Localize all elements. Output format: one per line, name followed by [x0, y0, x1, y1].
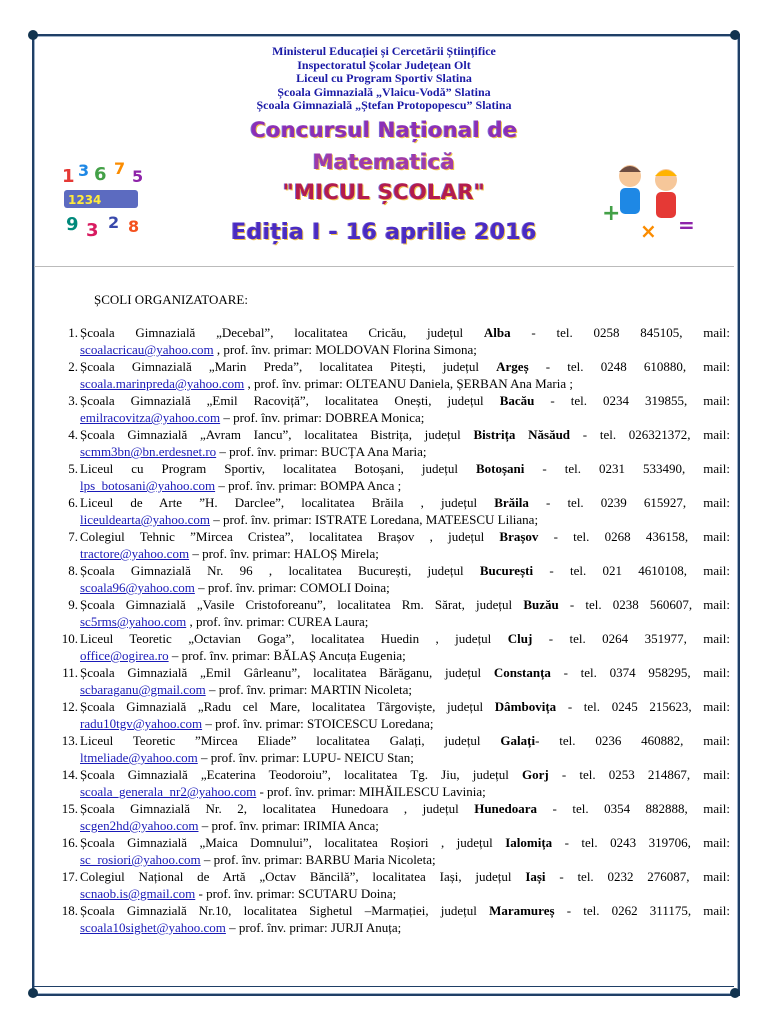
list-item [50, 664, 730, 698]
county-name: Dâmbovița [494, 699, 557, 714]
email-link[interactable]: ltmeliade@yahoo.com [80, 750, 198, 765]
county-name: Maramureș [489, 903, 555, 918]
item-number: 18. [61, 903, 78, 918]
email-link[interactable]: scgen2hd@yahoo.com [80, 818, 199, 833]
school-line: Școala Gimnazială „Decebal”, localitatea Cricău, județul Alba - tel. 0258 845105, mail: [80, 325, 730, 340]
county-name: București [479, 563, 534, 578]
contest-title-line2: Matematică [312, 150, 456, 174]
contact-line: scnaob.is@gmail.com - prof. înv. primar: SCUTARU Doina; [80, 886, 397, 901]
list-item [50, 868, 730, 902]
email-link[interactable]: emilracovitza@yahoo.com [80, 410, 221, 425]
item-number: 2. [68, 359, 78, 374]
list-item [50, 494, 730, 528]
contact-line: ltmeliade@yahoo.com – prof. înv. primar: LUPU- NEICU Stan; [80, 750, 414, 765]
item-number: 4. [68, 427, 78, 442]
header-separator [34, 266, 734, 267]
list-item [50, 698, 730, 732]
item-number: 8. [68, 563, 78, 578]
contact-line: tractore@yahoo.com – prof. înv. primar: HALOȘ Mirela; [80, 546, 379, 561]
list-item [50, 392, 730, 426]
contest-title-line3: "MICUL ȘCOLAR" [282, 180, 486, 204]
contact-line: emilracovitza@yahoo.com – prof. înv. primar: DOBREA Monica; [80, 410, 425, 425]
corner-ornament [28, 30, 38, 40]
list-item [50, 528, 730, 562]
section-title: ȘCOLI ORGANIZATOARE: [94, 292, 248, 307]
contact-line: lps_botosani@yahoo.com – prof. înv. primar: BOMPA Anca ; [80, 478, 402, 493]
contact-line: liceuldearta@yahoo.com – prof. înv. primar: ISTRATE Loredana, MATEESCU Liliana; [80, 512, 539, 527]
contact-line: office@ogirea.ro – prof. înv. primar: BĂLAȘ Ancuța Eugenia; [80, 648, 406, 663]
footer-border-line [34, 986, 734, 987]
email-link[interactable]: scoala10sighet@yahoo.com [80, 920, 226, 935]
svg-text:8: 8 [128, 217, 140, 236]
contact-line: scoala.marinpreda@yahoo.com , prof. înv. primar: OLTEANU Daniela, ȘERBAN Ana Maria ; [80, 376, 573, 391]
item-number: 3. [68, 393, 78, 408]
email-link[interactable]: tractore@yahoo.com [80, 546, 190, 561]
children-math-icon [600, 158, 696, 244]
county-name: Brăila [494, 495, 529, 510]
contact-line: radu10tgv@yahoo.com – prof. înv. primar: STOICESCU Loredana; [80, 716, 434, 731]
county-name: Constanța [493, 665, 551, 680]
contact-line: scoalacricau@yahoo.com , prof. înv. primar: MOLDOVAN Florina Simona; [80, 342, 477, 357]
county-name: Botoșani [476, 461, 525, 476]
school-line: Școala Gimnazială Nr. 96 , localitatea București, județul București - tel. 021 4610108, mail: [80, 563, 730, 578]
item-number: 13. [61, 733, 78, 748]
school-line: Școala Gimnazială Nr.10, localitatea Sighetul –Marmației, județul Maramureș - tel. 0262 311175, mail: [80, 903, 730, 918]
school-line: Școala Gimnazială „Vasile Cristoforeanu”, localitatea Rm. Sărat, județul Buzău - tel. 0238 560607, mail: [80, 597, 730, 612]
header-institutions [0, 45, 768, 113]
county-name: Brașov [499, 529, 539, 544]
email-link[interactable]: office@ogirea.ro [80, 648, 169, 663]
corner-ornament [730, 988, 740, 998]
contest-title-line1: Concursul Național de [250, 118, 518, 142]
list-item [50, 766, 730, 800]
list-item [50, 596, 730, 630]
email-link[interactable]: scnaob.is@gmail.com [80, 886, 196, 901]
email-link[interactable]: scoala.marinpreda@yahoo.com [80, 376, 245, 391]
contact-line: sc5rms@yahoo.com , prof. înv. primar: CUREA Laura; [80, 614, 369, 629]
svg-text:3: 3 [78, 161, 90, 180]
email-link[interactable]: scmm3bn@bn.erdesnet.ro [80, 444, 217, 459]
email-link[interactable]: scbaraganu@gmail.com [80, 682, 206, 697]
county-name: Hunedoara [474, 801, 538, 816]
email-link[interactable]: lps_botosani@yahoo.com [80, 478, 216, 493]
list-item [50, 460, 730, 494]
county-name: Argeș [496, 359, 529, 374]
county-name: Cluj [507, 631, 533, 646]
county-name: Bacău [499, 393, 535, 408]
email-link[interactable]: scoala_generala_nr2@yahoo.com [80, 784, 257, 799]
item-number: 5. [68, 461, 78, 476]
email-link[interactable]: radu10tgv@yahoo.com [80, 716, 203, 731]
item-number: 16. [61, 835, 78, 850]
list-item [50, 800, 730, 834]
corner-ornament [28, 988, 38, 998]
item-number: 6. [68, 495, 78, 510]
list-item [50, 358, 730, 392]
schools-list [50, 324, 730, 936]
email-link[interactable]: scoalacricau@yahoo.com [80, 342, 214, 357]
county-name: Ialomița [505, 835, 553, 850]
list-item [50, 834, 730, 868]
county-name: Iași [525, 869, 546, 884]
list-item [50, 732, 730, 766]
contact-line: scoala96@yahoo.com – prof. înv. primar: COMOLI Doina; [80, 580, 390, 595]
county-name: Alba [483, 325, 511, 340]
contact-line: sc_rosiori@yahoo.com – prof. înv. primar: BARBU Maria Nicoleta; [80, 852, 436, 867]
county-name: Buzău [523, 597, 559, 612]
contact-line: scmm3bn@bn.erdesnet.ro – prof. înv. primar: BUCȚA Ana Maria; [80, 444, 427, 459]
colorful-numbers-icon [58, 160, 150, 246]
school-line: Liceul Teoretic „Octavian Goga”, localitatea Huedin , județul Cluj - tel. 0264 351977, mail: [80, 631, 730, 646]
svg-text:6: 6 [94, 164, 107, 185]
list-item [50, 630, 730, 664]
item-number: 15. [61, 801, 78, 816]
email-link[interactable]: liceuldearta@yahoo.com [80, 512, 210, 527]
contest-edition-date: Ediția I - 16 aprilie 2016 [231, 220, 537, 245]
school-line: Colegiul Național de Artă „Octav Băncilă”, localitatea Iași, județul Iași - tel. 0232 276087, mail: [80, 869, 730, 884]
item-number: 7. [68, 529, 78, 544]
contact-line: scoala10sighet@yahoo.com – prof. înv. primar: JURJI Anuța; [80, 920, 402, 935]
item-number: 14. [61, 767, 78, 782]
county-name: Gorj [522, 767, 549, 782]
list-item [50, 902, 730, 936]
school-line: Școala Gimnazială „Emil Racoviță”, localitatea Onești, județul Bacău - tel. 0234 319855, mail: [80, 393, 730, 408]
item-number: 10. [61, 631, 78, 646]
svg-text:5: 5 [132, 167, 144, 186]
list-item [50, 426, 730, 460]
svg-text:1: 1 [62, 166, 75, 187]
county-name: Galați [500, 733, 536, 748]
list-item [50, 324, 730, 358]
school-line: Școala Gimnazială „Ecaterina Teodoroiu”, localitatea Tg. Jiu, județul Gorj - tel. 0253 214867, mail: [80, 767, 730, 782]
school-line: Școala Gimnazială Nr. 2, localitatea Hunedoara , județul Hunedoara - tel. 0354 882888, mail: [80, 801, 730, 816]
school-line: Școala Gimnazială „Avram Iancu”, localitatea Bistrița, județul Bistrița Năsăud - tel. 026321372, mail: [80, 427, 730, 442]
svg-text:+: + [602, 201, 621, 226]
item-number: 11. [62, 665, 78, 680]
institution-line: Ministerul Educației și Cercetării Științifice [272, 44, 496, 58]
school-line: Școala Gimnazială „Maica Domnului”, localitatea Roșiori , județul Ialomița - tel. 0243 319706, mail: [80, 835, 730, 850]
svg-text:9: 9 [66, 214, 79, 235]
svg-text:3: 3 [86, 220, 99, 241]
svg-text:×: × [640, 219, 657, 243]
school-line: Școala Gimnazială „Emil Gârleanu”, localitatea Bărăganu, județul Constanța - tel. 0374 958295, mail: [80, 665, 730, 680]
item-number: 1. [68, 325, 78, 340]
county-name: Bistrița Năsăud [473, 427, 571, 442]
school-line: Liceul de Arte ”H. Darclee”, localitatea Brăila , județul Brăila - tel. 0239 615927, mail: [80, 495, 730, 510]
contact-line: scoala_generala_nr2@yahoo.com - prof. înv. primar: MIHĂILESCU Lavinia; [80, 784, 486, 799]
contact-line: scbaraganu@gmail.com – prof. înv. primar: MARTIN Nicoleta; [80, 682, 413, 697]
item-number: 12. [61, 699, 78, 714]
item-number: 9. [68, 597, 78, 612]
school-line: Școala Gimnazială „Radu cel Mare, localitatea Târgoviște, județul Dâmbovița - tel. 0245 215623, mail: [80, 699, 730, 714]
svg-text:1234: 1234 [68, 193, 102, 207]
school-line: Colegiul Tehnic ”Mircea Cristea”, localitatea Brașov , județul Brașov - tel. 0268 436158, mail: [80, 529, 730, 544]
school-line: Școala Gimnazială „Marin Preda”, localitatea Pitești, județul Argeș - tel. 0248 610880, mail: [80, 359, 730, 374]
contact-line: scgen2hd@yahoo.com – prof. înv. primar: IRIMIA Anca; [80, 818, 379, 833]
svg-text:2: 2 [108, 213, 120, 232]
school-line: Liceul Teoretic ”Mircea Eliade” localitatea Galați, județul Galați- tel. 0236 460882, mail: [80, 733, 730, 748]
list-item [50, 562, 730, 596]
svg-text:7: 7 [114, 160, 126, 178]
email-link[interactable]: sc5rms@yahoo.com [80, 614, 187, 629]
email-link[interactable]: sc_rosiori@yahoo.com [80, 852, 201, 867]
institution-line: Școala Gimnazială „Ștefan Protopopescu” Slatina [256, 98, 512, 112]
svg-text:=: = [678, 213, 695, 237]
institution-line: Școala Gimnazială „Vlaicu-Vodă” Slatina [277, 84, 491, 99]
corner-ornament [730, 30, 740, 40]
institution-line: Inspectoratul Școlar Județean Olt [297, 57, 471, 72]
school-line: Liceul cu Program Sportiv, localitatea Botoșani, județul Botoșani - tel. 0231 533490, mail: [80, 461, 730, 476]
institution-line: Liceul cu Program Sportiv Slatina [296, 71, 472, 85]
email-link[interactable]: scoala96@yahoo.com [80, 580, 195, 595]
item-number: 17. [61, 869, 78, 884]
